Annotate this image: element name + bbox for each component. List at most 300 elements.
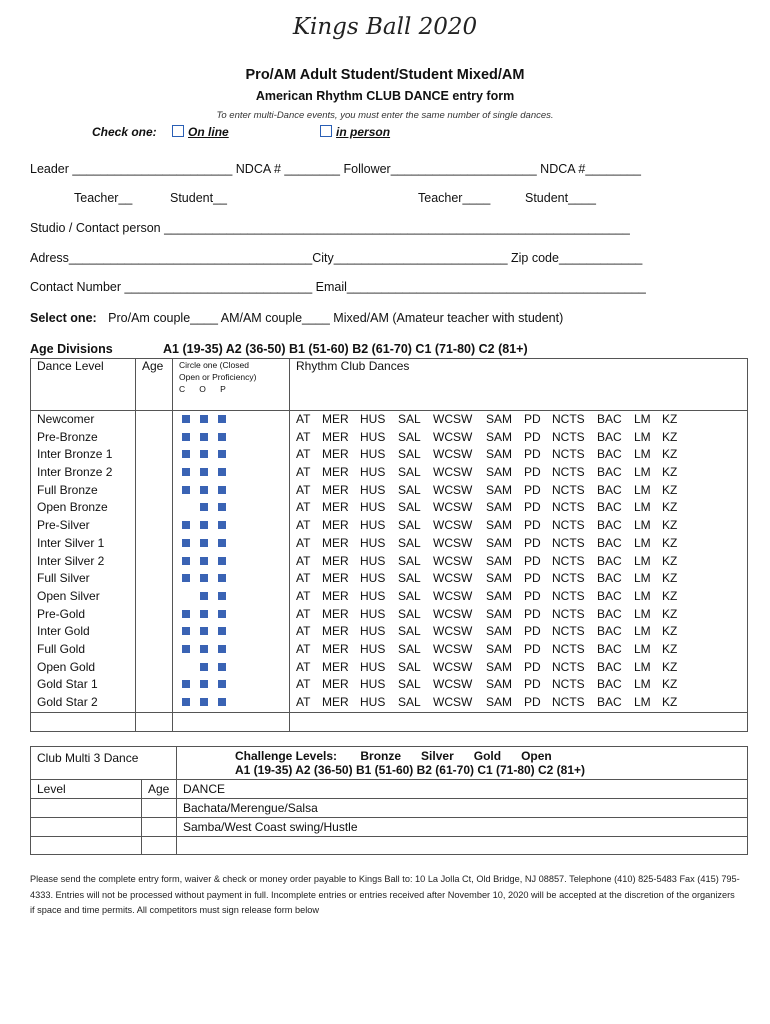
dance-option[interactable]: PD [524, 500, 541, 515]
dance-level-label: Open Bronze [37, 500, 108, 515]
dance-option[interactable]: WCSW [433, 677, 473, 692]
dance-option[interactable]: HUS [360, 624, 386, 639]
leader-follower-field[interactable]: Leader _______________________ NDCA # ________ Follower_____________________ NDCA #________ [30, 162, 641, 176]
dance-option[interactable]: SAM [486, 482, 513, 497]
col-header-dances: Rhythm Club Dances [290, 359, 748, 411]
dance-level-label: Gold Star 1 [37, 677, 98, 692]
dance-option[interactable]: HUS [360, 659, 386, 674]
dance-option[interactable]: LM [634, 500, 651, 515]
dance-option[interactable]: WCSW [433, 641, 473, 656]
proficiency-checkbox[interactable] [218, 415, 226, 423]
form-heading: Pro/AM Adult Student/Student Mixed/AM [245, 67, 525, 83]
dance-option[interactable]: HUS [360, 500, 386, 515]
closed-checkbox[interactable] [182, 433, 190, 441]
dance-option[interactable]: PD [524, 677, 541, 692]
cop-checkbox-row [173, 411, 289, 429]
dance-level-label: Inter Silver 2 [37, 553, 105, 568]
dance-option[interactable]: MER [322, 518, 349, 533]
dance-option[interactable]: NCTS [552, 482, 585, 497]
dance-option[interactable]: WCSW [433, 695, 473, 709]
dance-option[interactable]: MER [322, 465, 349, 480]
dance-option[interactable]: NCTS [552, 571, 585, 586]
cop-checkbox-row [173, 694, 289, 712]
closed-checkbox[interactable] [182, 645, 190, 653]
dance-option[interactable]: BAC [597, 695, 622, 709]
dance-option[interactable]: HUS [360, 518, 386, 533]
dance-option[interactable]: AT [296, 624, 311, 639]
proficiency-checkbox[interactable] [218, 433, 226, 441]
closed-checkbox[interactable] [182, 680, 190, 688]
proficiency-checkbox[interactable] [218, 592, 226, 600]
dance-option[interactable]: AT [296, 606, 311, 621]
dance-option[interactable]: KZ [662, 500, 678, 515]
dance-option[interactable]: SAM [486, 535, 513, 550]
closed-checkbox[interactable] [182, 486, 190, 494]
dance-option[interactable]: SAM [486, 641, 513, 656]
dance-option[interactable]: KZ [662, 518, 678, 533]
age-column[interactable] [136, 411, 173, 713]
dance-option[interactable]: MER [322, 447, 349, 462]
dance-option[interactable]: MER [322, 588, 349, 603]
closed-checkbox[interactable] [182, 415, 190, 423]
proficiency-checkbox[interactable] [218, 645, 226, 653]
club-col-age: Age [142, 780, 177, 799]
dance-options-row [290, 446, 747, 464]
dance-option[interactable]: WCSW [433, 482, 473, 497]
club-challenge-cell [177, 747, 748, 780]
dance-option[interactable]: KZ [662, 624, 678, 639]
dance-option[interactable]: HUS [360, 641, 386, 656]
proficiency-checkbox[interactable] [218, 468, 226, 476]
closed-checkbox[interactable] [182, 468, 190, 476]
dance-option[interactable]: LM [634, 447, 651, 462]
dance-option[interactable]: BAC [597, 500, 622, 515]
dance-option[interactable]: PD [524, 553, 541, 568]
dance-option[interactable]: HUS [360, 447, 386, 462]
open-checkbox[interactable] [200, 592, 208, 600]
dance-options-row [290, 553, 747, 571]
dance-option[interactable]: KZ [662, 571, 678, 586]
dance-option[interactable]: MER [322, 535, 349, 550]
proficiency-checkbox[interactable] [218, 627, 226, 635]
dance-option[interactable]: SAL [398, 624, 421, 639]
dance-option[interactable]: HUS [360, 535, 386, 550]
student-left-field[interactable]: Student__ [170, 191, 227, 205]
proficiency-checkbox[interactable] [218, 663, 226, 671]
open-checkbox[interactable] [200, 521, 208, 529]
dance-option[interactable]: LM [634, 465, 651, 480]
dance-option[interactable]: BAC [597, 447, 622, 462]
dance-option[interactable]: SAM [486, 447, 513, 462]
dance-option[interactable]: PD [524, 518, 541, 533]
dance-option[interactable]: SAL [398, 482, 421, 497]
dance-option[interactable]: HUS [360, 412, 386, 426]
in-person-option[interactable]: in person [320, 125, 390, 139]
dance-option[interactable]: SAM [486, 465, 513, 480]
contact-field[interactable]: Contact Number ___________________________ Email___________________________________________ [30, 280, 646, 294]
dance-option[interactable]: KZ [662, 677, 678, 692]
dance-option[interactable]: BAC [597, 624, 622, 639]
dance-option[interactable]: NCTS [552, 606, 585, 621]
closed-checkbox[interactable] [182, 450, 190, 458]
dance-option[interactable]: HUS [360, 588, 386, 603]
dance-option[interactable]: KZ [662, 606, 678, 621]
dance-level-label: Inter Silver 1 [37, 535, 105, 550]
open-checkbox[interactable] [200, 680, 208, 688]
dance-level-label: Pre-Bronze [37, 429, 98, 444]
dance-option[interactable]: WCSW [433, 571, 473, 586]
dance-option[interactable]: NCTS [552, 500, 585, 515]
dance-option[interactable]: KZ [662, 588, 678, 603]
dance-option[interactable]: BAC [597, 518, 622, 533]
couple-type-options[interactable]: Pro/Am couple____ AM/AM couple____ Mixed/AM (Amateur teacher with student) [108, 311, 564, 325]
dance-option[interactable]: LM [634, 429, 651, 444]
dance-option[interactable]: WCSW [433, 447, 473, 462]
proficiency-checkbox[interactable] [218, 698, 226, 706]
dance-option[interactable]: BAC [597, 465, 622, 480]
studio-field[interactable]: Studio / Contact person ___________________________________________________________________ [30, 221, 630, 235]
dance-option[interactable]: AT [296, 412, 311, 426]
dance-option[interactable]: WCSW [433, 465, 473, 480]
dance-level-label: Pre-Gold [37, 606, 86, 621]
dance-option[interactable]: BAC [597, 588, 622, 603]
dance-option[interactable]: KZ [662, 695, 678, 709]
dance-option[interactable]: SAL [398, 695, 421, 709]
dance-option[interactable]: SAL [398, 412, 421, 426]
open-checkbox[interactable] [200, 468, 208, 476]
dance-option[interactable]: NCTS [552, 447, 585, 462]
dance-option[interactable]: MER [322, 641, 349, 656]
dance-option[interactable]: PD [524, 447, 541, 462]
dance-option[interactable]: SAL [398, 447, 421, 462]
levels-column [31, 411, 136, 713]
dance-option[interactable]: AT [296, 500, 311, 515]
dance-option[interactable]: PD [524, 412, 541, 426]
dance-option[interactable]: PD [524, 659, 541, 674]
dance-option[interactable]: LM [634, 624, 651, 639]
col-header-circle: Circle one (Closed Open or Proficiency) C O P [173, 359, 290, 411]
open-checkbox[interactable] [200, 663, 208, 671]
closed-checkbox[interactable] [182, 539, 190, 547]
dance-option[interactable]: SAM [486, 500, 513, 515]
dance-option[interactable]: MER [322, 500, 349, 515]
dance-option[interactable]: SAL [398, 518, 421, 533]
dance-option[interactable]: KZ [662, 553, 678, 568]
dance-option[interactable]: LM [634, 535, 651, 550]
dance-option[interactable]: LM [634, 641, 651, 656]
open-checkbox[interactable] [200, 486, 208, 494]
dance-option[interactable]: SAM [486, 606, 513, 621]
dance-option[interactable]: SAL [398, 553, 421, 568]
open-checkbox[interactable] [200, 557, 208, 565]
dance-option[interactable]: SAM [486, 624, 513, 639]
dance-level-label: Gold Star 2 [37, 695, 98, 709]
dance-option[interactable]: AT [296, 571, 311, 586]
dance-option[interactable]: WCSW [433, 624, 473, 639]
dance-option[interactable]: NCTS [552, 465, 585, 480]
dance-option[interactable]: PD [524, 571, 541, 586]
dance-option[interactable]: WCSW [433, 553, 473, 568]
dance-options-row [290, 429, 747, 447]
dance-option[interactable]: KZ [662, 641, 678, 656]
dance-option[interactable]: WCSW [433, 588, 473, 603]
dance-option[interactable]: KZ [662, 659, 678, 674]
dance-option[interactable]: MER [322, 677, 349, 692]
club-dance-row: Bachata/Merengue/Salsa [177, 799, 748, 818]
dance-option[interactable]: AT [296, 553, 311, 568]
dance-level-label: Open Silver [37, 588, 100, 603]
dance-option[interactable]: SAL [398, 641, 421, 656]
dance-option[interactable]: NCTS [552, 588, 585, 603]
open-checkbox[interactable] [200, 450, 208, 458]
dance-option[interactable]: BAC [597, 482, 622, 497]
dance-option[interactable]: HUS [360, 482, 386, 497]
dance-option[interactable]: AT [296, 465, 311, 480]
open-checkbox[interactable] [200, 503, 208, 511]
dance-option[interactable]: LM [634, 518, 651, 533]
online-option[interactable]: On line [172, 125, 232, 139]
dance-option[interactable]: LM [634, 659, 651, 674]
dance-option[interactable]: SAL [398, 500, 421, 515]
dance-option[interactable]: SAM [486, 429, 513, 444]
col-header-dance-level: Dance Level [31, 359, 136, 411]
open-checkbox[interactable] [200, 610, 208, 618]
dance-option[interactable]: SAM [486, 412, 513, 426]
dance-option[interactable]: WCSW [433, 659, 473, 674]
dance-option[interactable]: AT [296, 429, 311, 444]
proficiency-checkbox[interactable] [218, 486, 226, 494]
dance-option[interactable]: SAM [486, 659, 513, 674]
dance-option[interactable]: LM [634, 412, 651, 426]
dance-level-label: Inter Bronze 2 [37, 465, 113, 480]
open-checkbox[interactable] [200, 433, 208, 441]
dance-option[interactable]: BAC [597, 429, 622, 444]
dance-option[interactable]: SAM [486, 553, 513, 568]
open-checkbox[interactable] [200, 645, 208, 653]
dance-option[interactable]: MER [322, 412, 349, 426]
dance-option[interactable]: NCTS [552, 624, 585, 639]
dance-level-label: Full Gold [37, 641, 86, 656]
dance-option[interactable]: NCTS [552, 677, 585, 692]
proficiency-checkbox[interactable] [218, 521, 226, 529]
form-title: Kings Ball 2020 [292, 14, 478, 40]
dance-options-row [290, 411, 747, 429]
dance-level-label: Inter Bronze 1 [37, 447, 113, 462]
dance-option[interactable]: PD [524, 606, 541, 621]
dance-option[interactable]: WCSW [433, 500, 473, 515]
cop-checkbox-row [173, 499, 289, 517]
dance-options-row [290, 641, 747, 659]
dance-option[interactable]: LM [634, 571, 651, 586]
open-checkbox[interactable] [200, 698, 208, 706]
dance-options-row [290, 535, 747, 553]
dance-option[interactable]: LM [634, 677, 651, 692]
dance-option[interactable]: MER [322, 606, 349, 621]
dance-option[interactable]: PD [524, 695, 541, 709]
cop-checkbox-row [173, 570, 289, 588]
dance-option[interactable]: WCSW [433, 518, 473, 533]
club-multi-table [30, 746, 748, 855]
dance-option[interactable]: MER [322, 482, 349, 497]
dance-option[interactable]: HUS [360, 465, 386, 480]
closed-checkbox[interactable] [182, 627, 190, 635]
dance-option[interactable]: SAM [486, 677, 513, 692]
proficiency-checkbox[interactable] [218, 610, 226, 618]
proficiency-checkbox[interactable] [218, 574, 226, 582]
dance-option[interactable]: PD [524, 535, 541, 550]
dance-option[interactable]: BAC [597, 553, 622, 568]
dance-option[interactable]: LM [634, 695, 651, 709]
closed-checkbox[interactable] [182, 557, 190, 565]
open-checkbox[interactable] [200, 627, 208, 635]
dance-option[interactable]: LM [634, 482, 651, 497]
dance-option[interactable]: PD [524, 641, 541, 656]
dance-option[interactable]: PD [524, 482, 541, 497]
club-col-level: Level [31, 780, 142, 799]
dance-option[interactable]: SAL [398, 571, 421, 586]
dance-option[interactable]: HUS [360, 606, 386, 621]
dance-option[interactable]: NCTS [552, 695, 585, 709]
dance-option[interactable]: KZ [662, 482, 678, 497]
dance-option[interactable]: SAL [398, 588, 421, 603]
dance-level-label: Pre-Silver [37, 518, 90, 533]
dance-option[interactable]: HUS [360, 429, 386, 444]
dance-option[interactable]: HUS [360, 553, 386, 568]
dances-column [290, 411, 748, 713]
dance-option[interactable]: AT [296, 535, 311, 550]
closed-checkbox[interactable] [182, 698, 190, 706]
dance-option[interactable]: PD [524, 465, 541, 480]
dance-option[interactable]: BAC [597, 677, 622, 692]
dance-option[interactable]: KZ [662, 447, 678, 462]
dance-option[interactable]: NCTS [552, 412, 585, 426]
dance-option[interactable]: NCTS [552, 429, 585, 444]
online-checkbox[interactable] [172, 125, 184, 137]
student-right-field[interactable]: Student____ [525, 191, 596, 205]
dance-option[interactable]: WCSW [433, 606, 473, 621]
dance-option[interactable]: MER [322, 553, 349, 568]
dance-option[interactable]: BAC [597, 412, 622, 426]
dance-option[interactable]: WCSW [433, 429, 473, 444]
dance-option[interactable]: PD [524, 624, 541, 639]
cop-checkbox-row [173, 429, 289, 447]
dance-option[interactable]: NCTS [552, 641, 585, 656]
select-one-row[interactable] [30, 311, 563, 325]
proficiency-checkbox[interactable] [218, 557, 226, 565]
footer-note: Please send the complete entry form, waiver & check or money order payable to Kings Ball to: 10 La Jolla Ct, Old Bridge, NJ 08857. Telephone (410) 825-5483 Fax (415) 795-4333. Entries will not be processed without payment in full. Incomplete entries or entries received after November 10, 2020 will be accepted at the discretion of the organizers if space and time permits. All competitors must sign release form below [30, 874, 740, 915]
address-field[interactable]: Adress___________________________________City_________________________ Zip code____________ [30, 251, 643, 265]
dance-option[interactable]: SAL [398, 677, 421, 692]
proficiency-checkbox[interactable] [218, 503, 226, 511]
dance-option[interactable]: PD [524, 588, 541, 603]
dance-option[interactable]: MER [322, 571, 349, 586]
dance-option[interactable]: KZ [662, 465, 678, 480]
dance-option[interactable]: NCTS [552, 518, 585, 533]
dance-option[interactable]: KZ [662, 429, 678, 444]
closed-checkbox[interactable] [182, 574, 190, 582]
age-divisions-label: Age Divisions [30, 342, 113, 356]
cop-checkbox-row [173, 676, 289, 694]
dance-option[interactable]: MER [322, 659, 349, 674]
dance-option[interactable]: HUS [360, 695, 386, 709]
proficiency-checkbox[interactable] [218, 539, 226, 547]
open-checkbox[interactable] [200, 415, 208, 423]
dance-option[interactable]: AT [296, 588, 311, 603]
dance-option[interactable]: HUS [360, 677, 386, 692]
closed-checkbox[interactable] [182, 610, 190, 618]
dance-option[interactable]: SAL [398, 465, 421, 480]
dance-option[interactable]: WCSW [433, 412, 473, 426]
dance-level-label: Inter Gold [37, 624, 90, 639]
dance-option[interactable]: AT [296, 518, 311, 533]
dance-option[interactable]: BAC [597, 571, 622, 586]
dance-level-label: Full Bronze [37, 482, 98, 497]
dance-option[interactable]: NCTS [552, 659, 585, 674]
dance-option[interactable]: SAL [398, 429, 421, 444]
dance-option[interactable]: SAL [398, 606, 421, 621]
dance-option[interactable]: SAL [398, 535, 421, 550]
dance-option[interactable]: NCTS [552, 553, 585, 568]
dance-level-label: Open Gold [37, 659, 96, 674]
dance-options-row [290, 464, 747, 482]
dance-option[interactable]: SAM [486, 588, 513, 603]
dance-options-row [290, 588, 747, 606]
dance-option[interactable]: BAC [597, 606, 622, 621]
select-one-label: Select one: [30, 311, 97, 325]
dance-option[interactable]: BAC [597, 641, 622, 656]
dance-option[interactable]: SAM [486, 518, 513, 533]
proficiency-checkbox[interactable] [218, 680, 226, 688]
dance-option[interactable]: HUS [360, 571, 386, 586]
dance-level-label: Newcomer [37, 412, 95, 426]
proficiency-checkbox[interactable] [218, 450, 226, 458]
dance-option[interactable]: AT [296, 447, 311, 462]
dance-option[interactable]: SAM [486, 695, 513, 709]
in-person-checkbox[interactable] [320, 125, 332, 137]
dance-option[interactable]: NCTS [552, 535, 585, 550]
dance-option[interactable]: AT [296, 482, 311, 497]
dance-option[interactable]: LM [634, 588, 651, 603]
dance-option[interactable]: KZ [662, 412, 678, 426]
dance-option[interactable]: BAC [597, 659, 622, 674]
form-subheading: American Rhythm CLUB DANCE entry form [255, 89, 515, 103]
dance-option[interactable]: AT [296, 659, 311, 674]
cop-checkbox-row [173, 517, 289, 535]
open-checkbox[interactable] [200, 539, 208, 547]
dance-option[interactable]: AT [296, 677, 311, 692]
club-dance-row: Samba/West Coast swing/Hustle [177, 818, 748, 837]
dance-option[interactable]: PD [524, 429, 541, 444]
dance-option[interactable]: SAL [398, 659, 421, 674]
dance-option[interactable]: BAC [597, 535, 622, 550]
dance-option[interactable]: AT [296, 641, 311, 656]
dance-option[interactable]: AT [296, 695, 311, 709]
closed-checkbox[interactable] [182, 521, 190, 529]
cop-column [173, 411, 290, 713]
dance-option[interactable]: MER [322, 624, 349, 639]
dance-option[interactable]: LM [634, 553, 651, 568]
dance-option[interactable]: MER [322, 429, 349, 444]
dance-option[interactable]: MER [322, 695, 349, 709]
dance-options-row [290, 676, 747, 694]
dance-option[interactable]: LM [634, 606, 651, 621]
teacher-right-field[interactable]: Teacher____ [418, 191, 491, 205]
dance-option[interactable]: KZ [662, 535, 678, 550]
dance-option[interactable]: SAM [486, 571, 513, 586]
teacher-left-field[interactable]: Teacher__ [74, 191, 133, 205]
open-checkbox[interactable] [200, 574, 208, 582]
dance-option[interactable]: WCSW [433, 535, 473, 550]
